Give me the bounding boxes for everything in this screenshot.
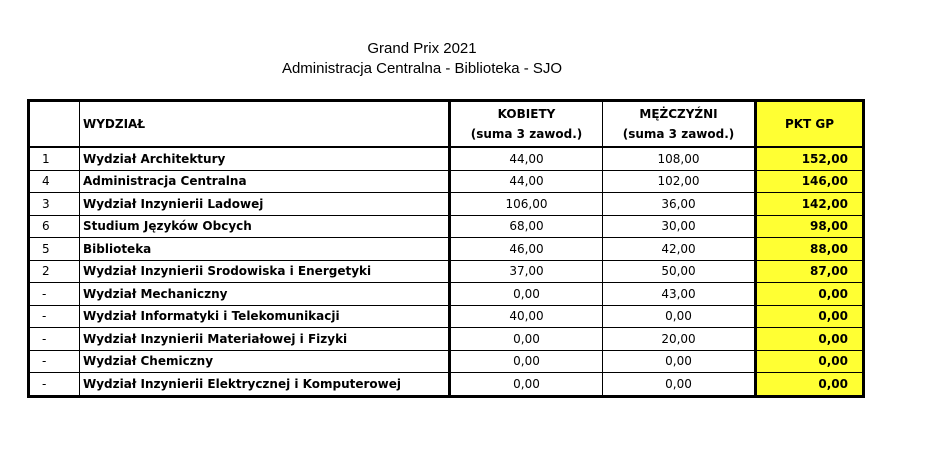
women-score-cell: 46,00	[450, 238, 603, 261]
table-row	[29, 193, 864, 216]
women-score-cell: 44,00	[450, 170, 603, 193]
table-header-row	[29, 101, 864, 148]
header-men-subtitle: (suma 3 zawod.)	[622, 127, 735, 141]
points-cell: 142,00	[756, 193, 864, 216]
place-cell: 1	[29, 147, 80, 170]
points-cell: 0,00	[756, 350, 864, 373]
women-score-cell: 0,00	[450, 350, 603, 373]
place-cell: 2	[29, 260, 80, 283]
faculty-cell: Wydział Inzynierii Srodowiska i Energetyki	[80, 260, 450, 283]
place-cell: -	[29, 350, 80, 373]
faculty-cell: Wydział Chemiczny	[80, 350, 450, 373]
faculty-cell: Administracja Centralna	[80, 170, 450, 193]
header-men	[603, 101, 756, 148]
men-score-cell: 102,00	[603, 170, 756, 193]
place-cell: 5	[29, 238, 80, 261]
faculty-cell: Biblioteka	[80, 238, 450, 261]
table-row	[29, 260, 864, 283]
header-women-subtitle: (suma 3 zawod.)	[470, 127, 583, 141]
place-cell: -	[29, 328, 80, 351]
points-cell: 0,00	[756, 283, 864, 306]
table-row	[29, 147, 864, 170]
men-score-cell: 20,00	[603, 328, 756, 351]
points-cell: 0,00	[756, 373, 864, 397]
header-men-title: MĘŻCZYŹNI	[639, 107, 718, 121]
points-cell: 152,00	[756, 147, 864, 170]
men-score-cell: 0,00	[603, 305, 756, 328]
men-score-cell: 108,00	[603, 147, 756, 170]
women-score-cell: 0,00	[450, 328, 603, 351]
women-score-cell: 37,00	[450, 260, 603, 283]
men-score-cell: 0,00	[603, 373, 756, 397]
faculty-cell: Wydział Architektury	[80, 147, 450, 170]
table-row	[29, 170, 864, 193]
place-cell: -	[29, 305, 80, 328]
men-score-cell: 36,00	[603, 193, 756, 216]
women-score-cell: 0,00	[450, 283, 603, 306]
points-cell: 87,00	[756, 260, 864, 283]
points-cell: 98,00	[756, 215, 864, 238]
women-score-cell: 40,00	[450, 305, 603, 328]
header-points: PKT GP	[756, 101, 864, 148]
women-score-cell: 0,00	[450, 373, 603, 397]
women-score-cell: 68,00	[450, 215, 603, 238]
place-cell: 6	[29, 215, 80, 238]
faculty-cell: Wydział Inzynierii Materiałowej i Fizyki	[80, 328, 450, 351]
table-row	[29, 305, 864, 328]
points-cell: 88,00	[756, 238, 864, 261]
header-women	[450, 101, 603, 148]
table-row	[29, 373, 864, 397]
women-score-cell: 106,00	[450, 193, 603, 216]
men-score-cell: 30,00	[603, 215, 756, 238]
faculty-cell: Wydział Mechaniczny	[80, 283, 450, 306]
page-title: Grand Prix 2021	[367, 40, 477, 57]
men-score-cell: 42,00	[603, 238, 756, 261]
faculty-cell: Wydział Inzynierii Elektrycznej i Komputerowej	[80, 373, 450, 397]
results-table	[27, 99, 865, 398]
header-women-title: KOBIETY	[497, 107, 556, 121]
place-cell: -	[29, 373, 80, 397]
faculty-cell: Studium Języków Obcych	[80, 215, 450, 238]
men-score-cell: 0,00	[603, 350, 756, 373]
place-cell: 4	[29, 170, 80, 193]
header-faculty: WYDZIAŁ	[80, 101, 450, 148]
women-score-cell: 44,00	[450, 147, 603, 170]
points-cell: 0,00	[756, 328, 864, 351]
points-cell: 146,00	[756, 170, 864, 193]
table-row	[29, 350, 864, 373]
table-row	[29, 328, 864, 351]
place-cell: -	[29, 283, 80, 306]
table-row	[29, 283, 864, 306]
men-score-cell: 50,00	[603, 260, 756, 283]
faculty-cell: Wydział Inzynierii Ladowej	[80, 193, 450, 216]
place-cell: 3	[29, 193, 80, 216]
faculty-cell: Wydział Informatyki i Telekomunikacji	[80, 305, 450, 328]
table-row	[29, 238, 864, 261]
header-place	[29, 101, 80, 148]
table-row	[29, 215, 864, 238]
points-cell: 0,00	[756, 305, 864, 328]
men-score-cell: 43,00	[603, 283, 756, 306]
page-subtitle: Administracja Centralna - Biblioteka - SJO	[281, 60, 563, 77]
